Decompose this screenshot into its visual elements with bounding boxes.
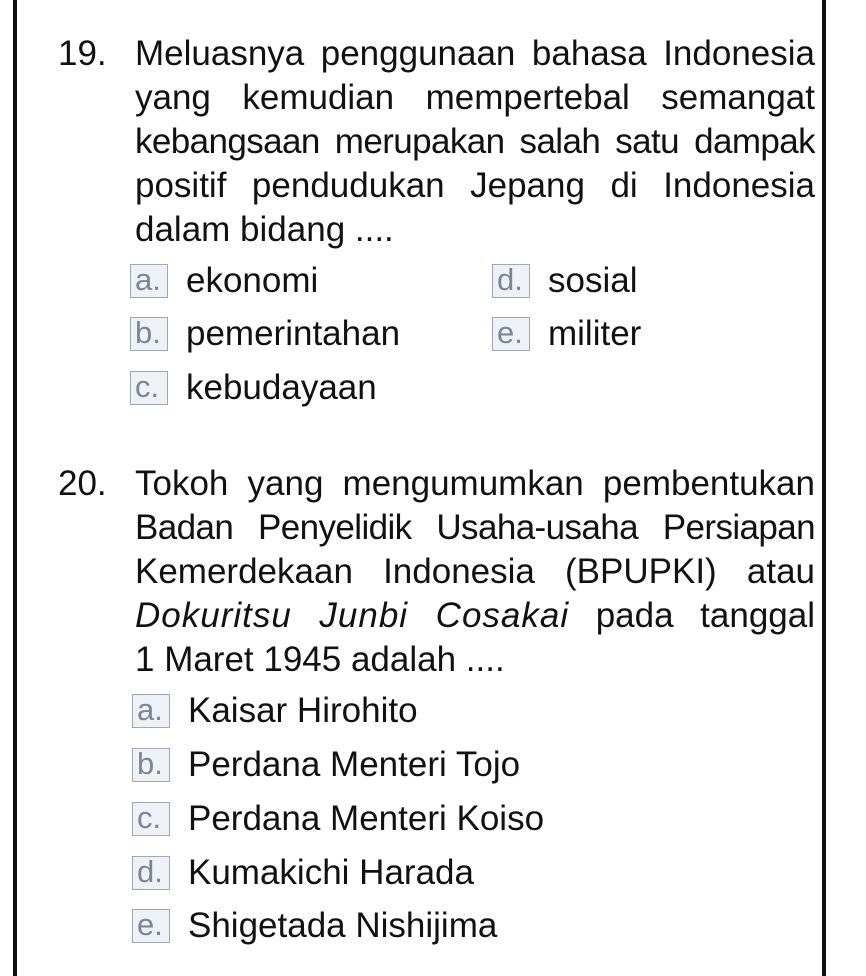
question-line-rest: pada tanggal (569, 596, 815, 635)
option-letter: e. (492, 317, 530, 351)
option-b[interactable] (132, 743, 520, 787)
question-line: Tokoh yang mengumumkan pembentukan (135, 464, 815, 503)
question-line: Meluasnya penggunaan bahasa Indonesia (135, 34, 815, 73)
option-text: pemerintahan (186, 314, 401, 353)
question-line: yang kemudian mempertebal semangat (135, 78, 815, 117)
option-letter: a. (132, 694, 170, 728)
option-d[interactable] (132, 851, 474, 895)
option-letter: b. (132, 748, 170, 782)
question-line: 1 Maret 1945 adalah .... (135, 640, 505, 679)
question-number: 19. (58, 34, 107, 73)
question-line: Badan Penyelidik Usaha-usaha Persiapan (135, 508, 815, 547)
option-text: Kaisar Hirohito (188, 691, 418, 730)
option-text: sosial (548, 261, 638, 300)
option-text: Shigetada Nishijima (188, 906, 498, 945)
option-text: militer (548, 314, 642, 353)
question-line: dalam bidang .... (135, 210, 394, 249)
question-line (135, 594, 815, 638)
option-text: kebudayaan (186, 368, 377, 407)
option-e[interactable] (492, 312, 641, 356)
question-line: Kemerdekaan Indonesia (BPUPKI) atau (135, 552, 815, 591)
question-text (135, 32, 815, 252)
option-text: Perdana Menteri Koiso (188, 799, 545, 838)
option-letter: c. (132, 802, 170, 836)
option-letter: d. (132, 856, 170, 890)
option-letter: d. (492, 264, 530, 298)
option-letter: a. (130, 264, 168, 298)
option-text: ekonomi (186, 261, 319, 300)
option-letter: e. (132, 909, 170, 943)
option-b[interactable] (130, 312, 400, 356)
option-text: Perdana Menteri Tojo (188, 745, 521, 784)
option-c[interactable] (132, 797, 544, 841)
question-line: positif pendudukan Jepang di Indonesia (135, 166, 815, 205)
option-e[interactable] (132, 904, 497, 948)
option-c[interactable] (130, 366, 377, 410)
italic-term: Dokuritsu Junbi Cosakai (135, 596, 570, 635)
option-a[interactable] (132, 689, 418, 733)
option-text: Kumakichi Harada (188, 853, 474, 892)
question-text (135, 462, 815, 682)
question-number: 20. (58, 464, 107, 503)
option-a[interactable] (130, 259, 318, 303)
option-letter: c. (130, 371, 168, 405)
option-letter: b. (130, 317, 168, 351)
option-d[interactable] (492, 259, 637, 303)
question-line: kebangsaan merupakan salah satu dampak (135, 122, 815, 161)
